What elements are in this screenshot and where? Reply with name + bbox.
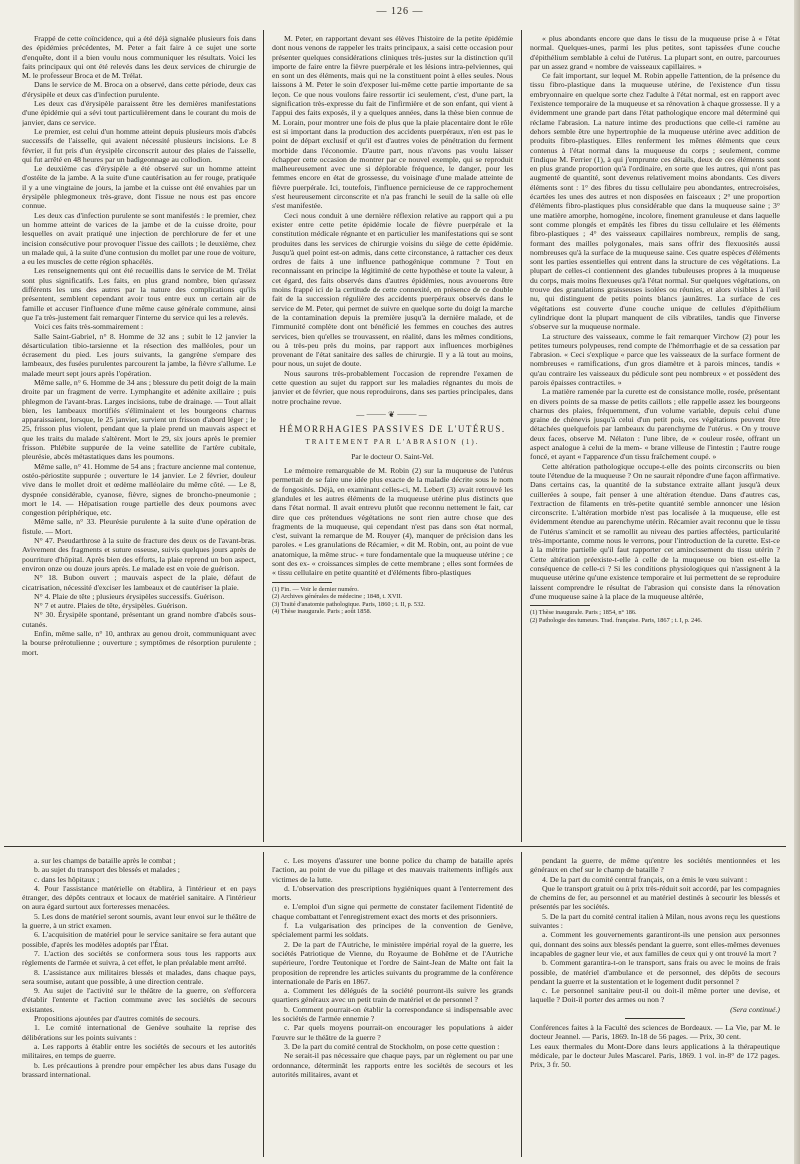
paragraph: pendant la guerre, de même qu'entre les sociétés mentionnées et les généraux en chef sur le champ de bataille ? [530,856,780,875]
footnote: (1) Thèse inaugurale. Paris ; 1854, n° 186. [530,609,637,617]
footnotes [272,586,513,616]
column-rule [521,30,522,842]
fleuron-ornament: —⸻❦⸻— [356,409,429,419]
page-edge [794,0,800,1164]
paragraph: Propositions ajoutées par d'autres comités de secours. [34,1014,201,1024]
paragraph: La structure des vaisseaux, comme le fait remarquer Virchow (2) pour les petites tumeurs polypeuses, rend compte de l'hémorrhagie et de sa cessation par l'abrasion. « Ceci s'explique « parce que les vaisseaux de la surface forment de nombreuses « ramifications, d'un gros diamètre et à parois minces, tandis « qu'au contraire les vaisseaux du pédicule sont peu nombreux « et possèdent des parois épaisses contractiles. » [530,331,780,387]
section-divider [4,846,786,847]
paragraph: « plus abondants encore que dans le tissu de la muqueuse prise à « l'état normal. Quelques-unes, parmi les plus petites, sont tapissées d'une couche d'épithélium semblable à celui de l'utérus. La plupart sont, en outre, parcourues par un assez grand « nombre de vaisseaux capillaires. » [530,34,780,71]
paragraph: Nous saurons très-probablement l'occasion de reprendre l'examen de cette question au sujet du rapport sur les maladies régnantes du mois de janvier et de février, que nous reproduirons, dans ses parties principales, dans notre prochaine revue. [272,368,513,406]
paragraph: Même salle, n° 33. Pleurésie purulente à la suite d'une opération de fistule. — Mort. [22,517,256,536]
continued-note: (Sera continué.) [730,1004,780,1014]
paragraph: N° 18. Bubon ouvert ; mauvais aspect de la plaie, défaut de cicatrisation, nécessité d'exciser les lambeaux et de cautériser la plaie. [22,573,256,592]
paragraph: Le mémoire remarquable de M. Robin (2) sur la muqueuse de l'utérus permettait de se faire une idée plus exacte de la maladie décrite sous le nom de fongosités. Déjà, en examinant celles-ci, M. Lebert (3) avait retrouvé les glandules et les autres éléments de la muqueuse utérine plus distincts que dans l'état normal. Il avait entrevu plutôt que reconnu nettement le fait, car dire que ces prétendues végétations ne sont rien autre chose que des fragments de la muqueuse, qui cependant n'est pas dans son état normal, c'est, suivant la remarque de M. Rouyer (4), manquer de précision dans les paroles. « Les granulations de Récamier, « dit M. Robin, ont, au point de vue anatomique, la même struc- « ture fondamentale que la muqueuse utérine ; ce sont des ex- « croissances simples de cette membrane ; elles sont formées de « tissu cellulaire en petite quantité et d'éléments fibro-plastiques [272,466,513,578]
column-rule [263,852,264,1157]
paragraph: b. au sujet du transport des blessés et malades ; [34,865,180,875]
bottom-column-2 [272,856,513,1156]
paragraph: Enfin, même salle, n° 10, anthrax au genou droit, communiquant avec la bourse prérotulienne ; ouverture ; symptômes de résorption purulente ; mort. [22,629,256,657]
article-title: HÉMORRHAGIES PASSIVES DE L'UTÉRUS. [279,424,506,435]
column-rule [263,30,264,842]
paragraph: Ce fait important, sur lequel M. Robin appelle l'attention, de la présence du tissu fibro-plastique dans la muqueuse utérine, de l'existence d'un tissu embryonnaire en quelque sorte chez l'adulte à l'état normal, est en rapport avec l'existence temporaire de la muqueuse et sa rénovation à chaque grossesse. Il y a évidemment une grande part dans l'état pathologique encore mal déterminé qui réclame l'abrasion. La nature intime des productions que celle-ci ramène au dehors semble être une hypertrophie de la muqueuse utérine avec addition de produits fibro-plastiques. Elles renferment les mêmes éléments que ceux contenus à l'état normal dans la muqueuse du corps ; seulement, comme l'indique M. Ferrier (1), à qui j'emprunte ces détails, deux de ces éléments sont en plus grande proportion qu'à l'ordinaire, en sorte que les autres, qui n'ont pas augmenté de quantité, sont devenus relativement moins abondants. Ces divers éléments sont : 1° des fibres du tissu cellulaire peu abondantes, entrecroisées, écartées les unes des autres et non disposées en faisceaux ; 2° une proportion d'éléments fibro-plastiques plus considérable que dans la muqueuse saine ; 3° une matière amorphe, homogène, incolore, finement granuleuse et dans laquelle sont comme plongés et empâtés les fibres du tissu cellulaire et les éléments fibro-plastiques ; 4° des vaisseaux capillaires nombreux, remplis de sang, formant des mailles polygonales, mais sans offrir des flexuosités aussi nombreuses qu'à la surface de la muqueuse saine. Ces quatre espèces d'éléments sont les parties essentielles qui entrent dans la structure de ces végétations. La plupart de celles-ci contiennent des glandes tubuleuses propres à la muqueuse du corps, mais moins flexueuses qu'à l'état normal. Sur quelques végétations, on trouve des granulations graisseuses isolées ou réunies, et alors visibles à l'œil nu, qui distinguent de petits points blancs jaunâtres. La surface de ces végétations est couverte d'une couche unique de cellules d'épithélium cylindrique dont la plupart manquent de cils vibratiles, tandis que l'inverse s'observe sur la muqueuse normale. [530,71,780,332]
footnote: (1) Fin. — Voir le dernier numéro. [272,585,359,593]
top-column-3 [530,34,780,842]
paragraph: 9. Au sujet de l'activité sur le théâtre de la guerre, on s'efforcera d'établir l'entente et l'action commune avec les sociétés de secours existantes. [22,986,256,1014]
article-author: Par le docteur O. Saint-Vel. [351,451,434,461]
paragraph: Ne serait-il pas nécessaire que chaque pays, par un règlement ou par une ordonnance, déterminât les rapports entre les sociétés de secours et les autorités militaires, avant et [272,1051,513,1079]
paragraph: c. Par quels moyens pourrait-on encourager les populations à aider l'œuvre sur le théâtre de la guerre ? [272,1023,513,1042]
page-number: — 126 — [376,6,424,17]
top-column-1-text [22,34,256,657]
paragraph: M. Peter, en rapportant devant ses élèves l'histoire de la petite épidémie dont nous venons de rappeler les traits principaux, a saisi cette occasion pour présenter quelques considérations cliniques très-justes sur la distinction qu'il importe de faire entre la fièvre puerpérale et les lésions intra-pelviennes, qui en sont un des éléments, mais qui ne la constituent point à elles seules. Nous laissons à M. Peter le soin d'exposer lui-même cette partie importante de sa leçon. Ce que nous voulons faire ressortir ici seulement, c'est, d'une part, la signification très-expresse du fait de l'infirmière et de son enfant, qui vient à l'appui des faits exposés, il y a quelques années, dans la thèse bien connue de M. Lorain, pour montrer une fois de plus que la plaie placentaire dont le rôle est si important dans la production des accidents puerpéraux, n'en est pas le point de départ exclusif et qu'il est d'autres voies de pénétration du ferment morbide dans l'économie. D'autre part, nous n'avons pas voulu laisser échapper cette occasion de montrer par ce nouvel exemple, qui se reproduit malheureusement avec une si déplorable fréquence, le danger, pour les femmes encore en état de grossesse, du voisinage d'une malade atteinte de fièvre puerpérale. Ici, toutefois, l'influence pernicieuse de ce rapprochement s'est heureusement circonscrite et n'a pas franchi le seuil de la salle où elle s'est manifestée. [272,34,513,211]
paragraph: 1. Le comité international de Genève souhaite la reprise des délibérations sur les points suivants : [22,1023,256,1042]
paragraph: d. L'observation des prescriptions hygiéniques quant à l'enterrement des morts. [272,883,513,903]
paragraph: Même salle, n° 41. Homme de 54 ans ; fracture ancienne mal contenue, ostéo-périostite suppurée ; ouverture le 14 janvier. Le 2 février, douleur vive dans le mollet droit et œdème malléolaire du même côté. — Le 8, dyspnée considérable, cyanose, fièvre, signes de broncho-pneumonie ; mort le 14. — Hépatisation rouge partielle des deux poumons avec congestion périphérique, etc. [22,461,256,518]
footnote: (2) Pathologie des tumeurs. Trad. française. Paris, 1867 ; t. I, p. 246. [530,616,703,624]
paragraph: 5. De la part du comité central italien à Milan, nous avons reçu les questions suivantes : [530,911,780,931]
paragraph: c. Le personnel sanitaire peut-il ou doit-il même porter une devise, et laquelle ? Doit-il porter des armes ou non ? [530,986,780,1005]
paragraph: Le deuxième cas d'érysipèle a été observé sur un homme atteint d'ostéite de la jambe. A la suite d'une cautérisation au fer rouge, pratiquée il y a une vingtaine de jours, la jambe et la cuisse ont été envahies par un érysipèle phlegmoneux très-grave, dont l'issue ne nous est pas encore connue. [22,164,256,211]
paragraph: Dans le service de M. Broca on a observé, dans cette période, deux cas d'érysipèle et deux cas d'infection purulente. [22,80,256,99]
paragraph: 2. De la part de l'Autriche, le ministère impérial royal de la guerre, les sociétés Patriotique de Vienne, du Royaume de Bohême et de l'Autriche supérieure, l'ordre Teutonique et l'ordre de Saint-Jean de Malte ont fait la proposition de reprendre les articles suivants du programme de la conférence internationale de Paris en 1867. [272,939,513,986]
bottom-column-1-text [22,856,256,1079]
paragraph: Les renseignements qui ont été recueillis dans le service de M. Trélat sont plus significatifs. Les faits, en plus grand nombre, bien qu'assez différents les uns des autres par la nature des complications qu'ils présentent, semblent cependant avoir tous entre eux un certain air de famille et accuser l'influence d'une même cause générale commune, ainsi que l'a très-justement fait remarquer l'interne du service qui les a relevés. [22,266,256,322]
paragraph: Voici ces faits très-sommairement : [34,322,144,332]
bottom-column-2-text [272,856,513,1079]
notice: Les eaux thermales du Mont-Dore dans leurs applications à la thérapeutique médicale, par le docteur Jules Mascarel. Paris, 1869. 1 vol. in-8° de 172 pages. Prix, 3 fr. 50. [530,1041,780,1070]
footnote-rule [530,605,590,606]
top-column-1 [22,34,256,842]
paragraph: a. sur les champs de bataille après le combat ; [34,856,176,865]
paragraph: b. Comment pourrait-on établir la correspondance si indispensable avec les sociétés de l'armée ennemie ? [272,1004,513,1024]
article-subtitle: TRAITEMENT PAR L'ABRASION (1). [305,438,480,447]
footnotes [530,609,780,624]
paragraph: Le premier, est celui d'un homme atteint depuis plusieurs mois d'abcès successifs de l'aisselle, qui avaient nécessité plusieurs incisions. Le 8 février, il fut pris d'un érysipèle circonscrit autour des plaies de l'aisselle, qui fut arrêté en 48 heures par un badigeonnage au collodion. [22,126,256,164]
paragraph: 7. L'action des sociétés se conformera sous tous les rapports aux règlements de l'armée et suivra, à cet effet, le plan préalable ment arrêté. [22,948,256,968]
paragraph: c. dans les hôpitaux ; [34,874,100,884]
paragraph: a. Comment les gouvernements garantiront-ils une pension aux personnes qui, donnant des soins aux blessés pendant la guerre, sont elles-mêmes devenues incapables de gagner leur vie, et aux familles de ceux qui y ont trouvé la mort ? [530,930,780,958]
bottom-column-3 [530,856,780,1156]
footnote: (3) Traité d'anatomie pathologique. Paris, 1860 ; t. II, p. 532. [272,600,425,608]
bottom-column-3-text [530,856,780,1005]
paragraph: Les deux cas d'infection purulente se sont manifestés : le premier, chez un homme atteint de varices de la jambe et de la cuisse droite, pour lesquelles on avait pratiqué une injection de perchlorure de fer et une incision consécutive pour provoquer l'issue des caillots ; le deuxième, chez un malade qui, à la suite d'une contusion du mollet par une roue de voiture, a eu les muscles de cette région sphacélés. [22,210,256,267]
notice: Conférences faites à la Faculté des sciences de Bordeaux. — La Vie, par M. le docteur Jeannel. — Paris, 1869. In-18 de 56 pages. — Prix, 30 cent. [530,1023,780,1042]
top-column-2 [272,34,513,842]
paragraph: Ceci nous conduit à une dernière réflexion relative au rapport qui a pu exister entre cette petite épidémie locale de fièvre puerpérale et la constitution médicale régnante et en particulier les manifestations qui se sont produites dans les services de chirurgie voisins du siège de cette épidémie. Jusqu'à quel point est-on admis, dans cette circonstance, à rattacher ces deux ordres de faits à une influence pathogénique commune ? Tout en reconnaissant en principe la légitimité de cette hypothèse et toute la valeur, à cet égard, des faits observés dans d'autres épidémies, nous avouerons être moins frappé ici de la certitude de cette connexité, en présence de ce double fait de la succession régulière des accidents puerpéraux observés dans le service de M. Peter, qui permet de suivre en quelque sorte du doigt la marche de la contamination depuis la première jusqu'à la dernière malade, et de l'immunité complète dont ont bénéficié les femmes en couches des autres services, bien qu'elles se trouvassent, en réalité, dans les mêmes conditions, ou à très-peu près du moins, par rapport aux influences morbigènes provenant de l'état sanitaire des salles de chirurgie. Il y a là tout au moins, pour nous, un sujet de doute. [272,210,513,369]
footnote: (2) Archives générales de médecine ; 1848, t. XVII. [272,593,403,601]
puerperal-epidemy-text [272,34,513,406]
paragraph: La matière ramenée par la curette est de consistance molle, rosée, présentant en divers points de sa masse de petits caillots ; elle rappelle assez les bourgeons charnus des plaies, fréquemment, d'un volume variable, depuis celui d'une graine de chènevis jusqu'à celui d'un petit pois, ces végétations peuvent être détachées quelquefois par lambeaux du parenchyme de l'utérus. « On y trouve deux faces, observe M. Nélaton : l'une libre, de « couleur rosée, offrant un aspect analogue à celui de la mem- « brane villeuse de l'intestin ; l'autre rouge foncé, et ayant « l'apparence d'un tissu fraîchement coupé. » [530,387,780,462]
paragraph: Les deux cas d'érysipèle paraissent être les dernières manifestations d'une épidémie qui a sévi tout particulièrement dans le courant du mois de janvier, dans ce service. [22,99,256,127]
paragraph: a. Comment les délégués de la société pourront-ils suivre les grands quartiers généraux avec un petit train de matériel et de personnel ? [272,986,513,1005]
bottom-column-1 [22,856,256,1156]
footnote: (4) Thèse inaugurale. Paris ; août 1858. [272,608,372,616]
paragraph: b. Comment garantira-t-on le transport, sans frais ou avec le moins de frais possible, de matériel d'ambulance et de personnel, des dépôts de secours pendant la guerre et la sustentation et le logement dudit personnel ? [530,958,780,986]
top-column-3-text [530,34,780,601]
paragraph: N° 47. Pseudarthrose à la suite de fracture des deux os de l'avant-bras. Avivement des fragments et suture osseuse, suivis quelques jours après de pourriture d'hôpital. Après bien des efforts, la plaie reprend un bon aspect, environ onze ou douze jours après. Le malade est en voie de guérison. [22,536,256,573]
paragraph: Salle Saint-Gabriel, n° 8. Homme de 32 ans ; subit le 12 janvier la désarticulation tibio-tarsienne et la résection des malléoles, pour un écrasement du pied. Les jours suivants, la gangrène s'empare des lambeaux, des fusées purulentes parcourent la jambe, la fièvre s'allume. Le malade meurt sept jours après l'opération. [22,331,256,378]
column-rule [521,852,522,1157]
paragraph: 4. De la part du comité central français, on a émis le vœu suivant : [542,874,748,884]
notice-rule [625,1018,685,1019]
paragraph: Cette altération pathologique occupe-t-elle des points circonscrits ou bien toute l'étendue de la muqueuse ? On ne saurait répondre d'une façon affirmative. Dans certains cas, la quantité de la substance extraite allant jusqu'à deux cuillerées à soupe, fait penser à une altération étendue. Dans d'autres cas, l'extraction de filaments en très-petite quantité semble annoncer une lésion circonscrite. L'altération morbide n'est pas localisée à la muqueuse, elle est évidemment étendue au parenchyme utérin. Récamier avait reconnu que le tissu de l'utérus s'amincit et se ramollit au niveau des parties affectées, particularité très-importante, comme nous le verrons, pour l'introduction de la curette. Est-ce à la métrite partielle qu'il faut rapporter cet amincissement du tissu utérin ? Cette altération préexiste-t-elle à celle de la muqueuse ou bien est-elle la conséquence de celle-ci ? Si les conditions physiologiques qui n'assignent à la muqueuse utérine qu'une existence temporaire et lui permettent de se reproduire laissent comprendre le résultat de l'abrasion qui consiste dans la rénovation d'une muqueuse saine à la place de la muqueuse altérée, [530,461,780,601]
paragraph: N° 4. Plaie de tête ; plusieurs érysipèles successifs. Guérison. [34,591,225,601]
paragraph: Même salle, n° 6. Homme de 34 ans ; blessure du petit doigt de la main droite par un fragment de verre. Lymphangite et adénite axillaire ; puis phlegmon de l'avant-bras. Larges incisions, tube de drainage. — Tout allait bien, les lambeaux mortifiés s'éliminaient et les bourgeons charnus apparaissaient, lorsque, le 25 janvier, survient un frisson d'abord léger ; le 25, frisson plus violent, pendant que la plaie prend un mauvais aspect et que les traits du malade s'altèrent. Mort le 29, six jours après le premier frisson. Phlébite suppurée de la veine satellite de l'artère cubitale, pleurésie, abcès métastatiques dans les poumons. [22,377,256,462]
paragraph: N° 30. Érysipèle spontané, présentant un grand nombre d'abcès sous-cutanés. [22,610,256,629]
paragraph: 8. L'assistance aux militaires blessés et malades, dans chaque pays, sera soumise, autant que possible, à une direction centrale. [22,967,256,986]
paragraph: a. Les rapports à établir entre les sociétés de secours et les autorités militaires, en temps de guerre. [22,1041,256,1061]
article-body [272,466,513,578]
paragraph: Frappé de cette coïncidence, qui a été déjà signalée plusieurs fois dans des épidémies précédentes, M. Peter a fait faire à ce sujet une sorte d'enquête, dont il a bien voulu nous communiquer les résultats. Voici les faits principaux qui ont été relevés dans les deux services de chirurgie de M. le professeur Broca et de M. Trélat. [22,34,256,81]
paragraph: f. La vulgarisation des principes de la convention de Genève, spécialement parmi les soldats. [272,921,513,940]
paragraph: Que le transport gratuit ou à prix très-réduit soit accordé, par les compagnies de chemins de fer, au personnel et au matériel destinés à secourir les blessés et présentés par les sociétés. [530,883,780,912]
paragraph: 5. Les dons de matériel seront soumis, avant leur envoi sur le théâtre de la guerre, à un strict examen. [22,911,256,931]
paragraph: 6. L'acquisition de matériel pour le service sanitaire se fera autant que possible, d'après les modèles adoptés par l'État. [22,930,256,949]
paragraph: N° 7 et autre. Plaies de tête, érysipèles. Guérison. [34,601,188,611]
paragraph: 4. Pour l'assistance matérielle on établira, à l'intérieur et en pays étranger, des dépôts centraux et locaux de matériel sanitaire. A l'intérieur on aura égard surtout aux forteresses menacées. [22,883,256,912]
paragraph: 3. De la part du comité central de Stockholm, on pose cette question : [284,1041,500,1051]
paragraph: e. L'emploi d'un signe qui permette de constater facilement l'identité de chaque combattant et l'enregistrement exact des morts et des prisonniers. [272,902,513,921]
paragraph: b. Les précautions à prendre pour empêcher les abus dans l'usage du brassard international. [22,1060,256,1079]
bibliography-notices [530,1023,780,1069]
paragraph: c. Les moyens d'assurer une bonne police du champ de bataille après l'action, au point de vue du pillage et des mauvais traitements infligés aux victimes de la lutte. [272,856,513,884]
footnote-rule [272,582,332,583]
